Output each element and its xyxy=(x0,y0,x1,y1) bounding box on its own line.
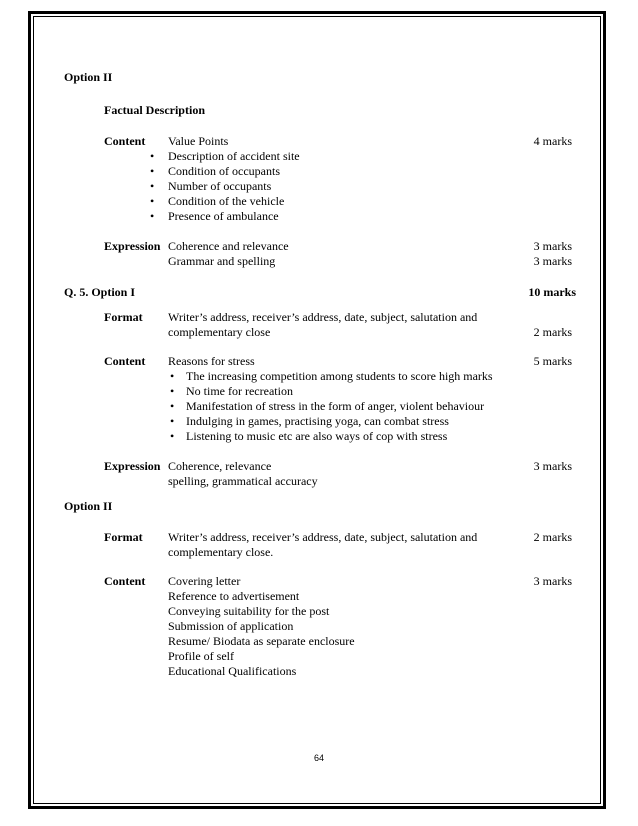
expression-line: Grammar and spelling xyxy=(168,254,276,268)
bullet-icon: • xyxy=(170,399,175,413)
marks-value: 3 marks xyxy=(533,254,572,268)
page-number: 64 xyxy=(313,753,324,763)
list-item: Manifestation of stress in the form of anger, violent behaviour xyxy=(186,399,485,413)
content-title: Reasons for stress xyxy=(168,354,255,368)
expression-label: Expression xyxy=(104,239,161,253)
list-item: Listening to music etc are also ways of cop with stress xyxy=(186,429,448,443)
format-line: Writer’s address, receiver’s address, date, subject, salutation and xyxy=(168,310,478,324)
list-item: Number of occupants xyxy=(168,179,272,193)
format-label: Format xyxy=(104,530,143,544)
content-label: Content xyxy=(104,574,146,588)
bullet-icon: • xyxy=(170,429,175,443)
bullet-icon: • xyxy=(170,369,175,383)
expression-line: Coherence and relevance xyxy=(168,239,289,253)
format-line: Writer’s address, receiver’s address, date, subject, salutation and xyxy=(168,530,478,544)
content-label: Content xyxy=(104,134,146,148)
marks-value: 4 marks xyxy=(533,134,572,148)
bullet-icon: • xyxy=(170,384,175,398)
format-line: complementary close xyxy=(168,325,271,339)
bullet-icon: • xyxy=(150,209,155,223)
expression-label: Expression xyxy=(104,459,161,473)
list-item: Condition of the vehicle xyxy=(168,194,285,208)
value-points-label: Value Points xyxy=(168,134,229,148)
marks-value: 2 marks xyxy=(533,530,572,544)
content-line: Profile of self xyxy=(168,649,234,663)
content-line: Submission of application xyxy=(168,619,294,633)
factual-description-heading: Factual Description xyxy=(104,103,205,117)
marks-value: 5 marks xyxy=(533,354,572,368)
list-item: The increasing competition among students to score high marks xyxy=(186,369,493,383)
q5-option-i-heading: Q. 5. Option I xyxy=(64,285,136,299)
bullet-icon: • xyxy=(170,414,175,428)
content-line: Resume/ Biodata as separate enclosure xyxy=(168,634,355,648)
format-line: complementary close. xyxy=(168,545,274,559)
content-line: Conveying suitability for the post xyxy=(168,604,330,618)
bullet-icon: • xyxy=(150,149,155,163)
list-item: Presence of ambulance xyxy=(168,209,279,223)
bullet-icon: • xyxy=(150,179,155,193)
list-item: Condition of occupants xyxy=(168,164,280,178)
content-label: Content xyxy=(104,354,146,368)
marks-value: 3 marks xyxy=(533,239,572,253)
marks-value: 2 marks xyxy=(533,325,572,339)
option-ii-heading: Option II xyxy=(64,70,113,84)
marks-value: 3 marks xyxy=(533,574,572,588)
option-ii-heading: Option II xyxy=(64,499,113,513)
bullet-icon: • xyxy=(150,194,155,208)
total-marks: 10 marks xyxy=(528,285,576,299)
bullet-icon: • xyxy=(150,164,155,178)
marks-value: 3 marks xyxy=(533,459,572,473)
format-label: Format xyxy=(104,310,143,324)
expression-line: Coherence, relevance xyxy=(168,459,272,473)
list-item: Indulging in games, practising yoga, can combat stress xyxy=(186,414,449,428)
list-item: Description of accident site xyxy=(168,149,300,163)
content-line: Educational Qualifications xyxy=(168,664,297,678)
list-item: No time for recreation xyxy=(186,384,293,398)
content-line: Reference to advertisement xyxy=(168,589,300,603)
content-line: Covering letter xyxy=(168,574,241,588)
expression-line: spelling, grammatical accuracy xyxy=(168,474,318,488)
